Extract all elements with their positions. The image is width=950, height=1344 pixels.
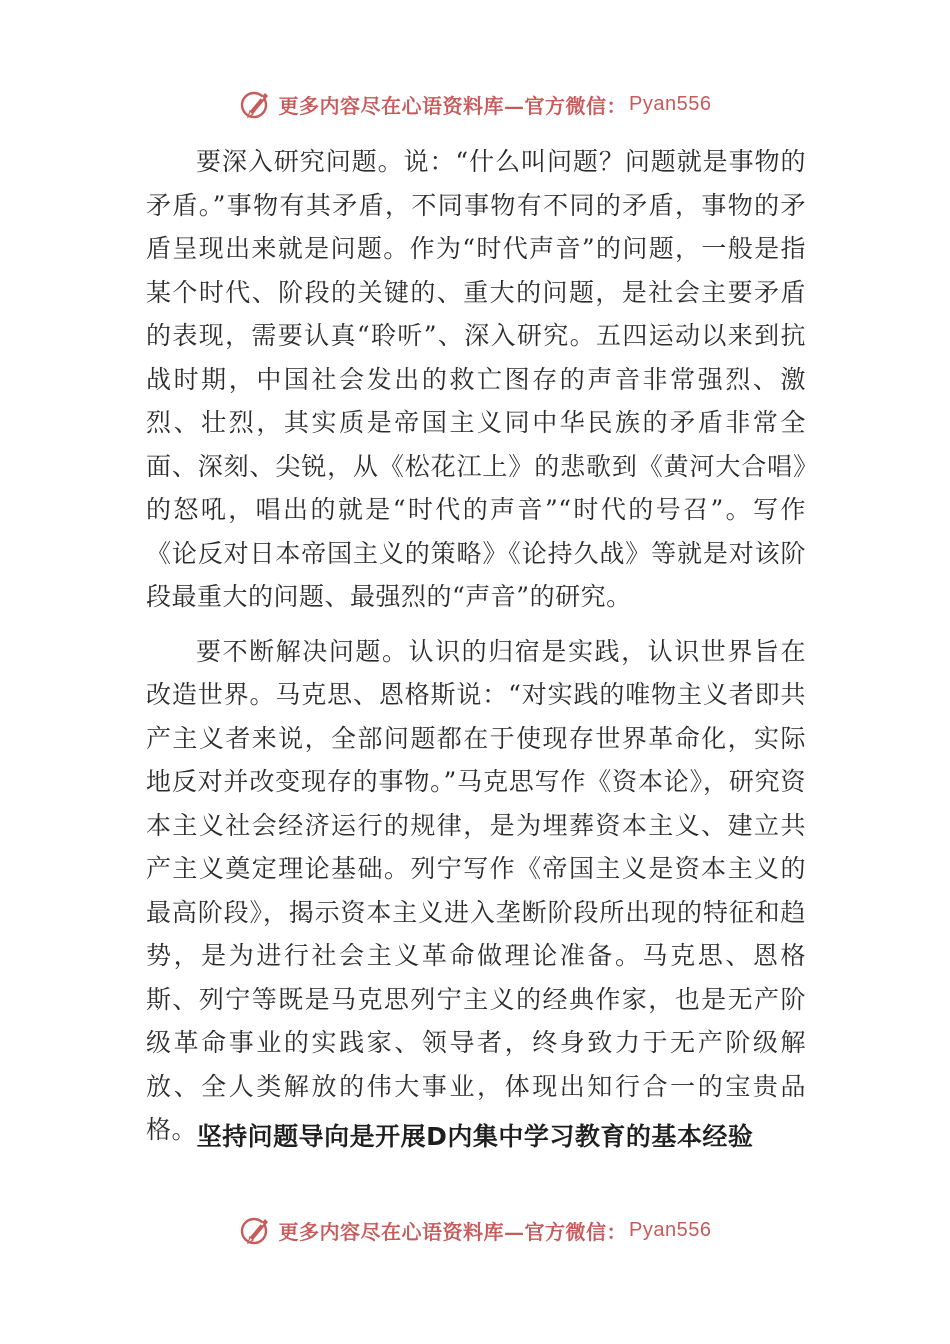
paragraph-solve-problems: 要不断解决问题。认识的归宿是实践，认识世界旨在改造世界。马克思、恩格斯说：“对实践的唯物主义者即共产主义者来说，全部问题都在于使现存世界革命化，实际地反对并改变现存的事物。”马克思写作《资本论》，研究资本主义社会经济运行的规律，是为埋葬资本主义、建立共产主义奠定理论基础。列宁写作《帝国主义是资本主义的最高阶段》，揭示资本主义进入垄断阶段所出现的特征和趋势，是为进行社会主义革命做理论准备。马克思、恩格斯、列宁等既是马克思列宁主义的经典作家，也是无产阶级革命事业的实践家、领导者，终身致力于无产阶级解放、全人类解放的伟大事业，体现出知行合一的宝贵品格。 <box>146 636 806 1144</box>
banner-wechat-id: Pyan556 <box>629 1218 712 1241</box>
paragraph-research-problems: 要深入研究问题。说：“什么叫问题？问题就是事物的矛盾。”事物有其矛盾，不同事物有不同的矛盾，事物的矛盾呈现出来就是问题。作为“时代声音”的问题，一般是指某个时代、阶段的关键的、重大的问题，是社会主要矛盾的表现，需要认真“聆听”、深入研究。五四运动以来到抗战时期，中国社会发出的救亡图存的声音非常强烈、激烈、壮烈，其实质是帝国主义同中华民族的矛盾非常全面、深刻、尖锐，从《松花江上》的悲歌到《黄河大合唱》的怒吼，唱出的就是“时代的声音”“时代的号召”。写作《论反对日本帝国主义的策略》《论持久战》等就是对该阶段最重大的问题、最强烈的“声音”的研究。 <box>146 147 807 611</box>
section-heading: 坚持问题导向是开展D内集中学习教育的基本经验 <box>196 1122 754 1151</box>
footer-watermark-banner <box>0 1210 950 1250</box>
header-watermark-banner <box>0 84 950 124</box>
banner-text: 更多内容尽在心语资料库—官方微信： <box>278 93 628 118</box>
pen-nib-logo-icon <box>239 1213 273 1247</box>
document-body <box>146 140 806 1152</box>
banner-text: 更多内容尽在心语资料库—官方微信： <box>278 1219 628 1244</box>
banner-wechat-id: Pyan556 <box>629 92 712 115</box>
pen-nib-logo-icon <box>239 87 273 121</box>
